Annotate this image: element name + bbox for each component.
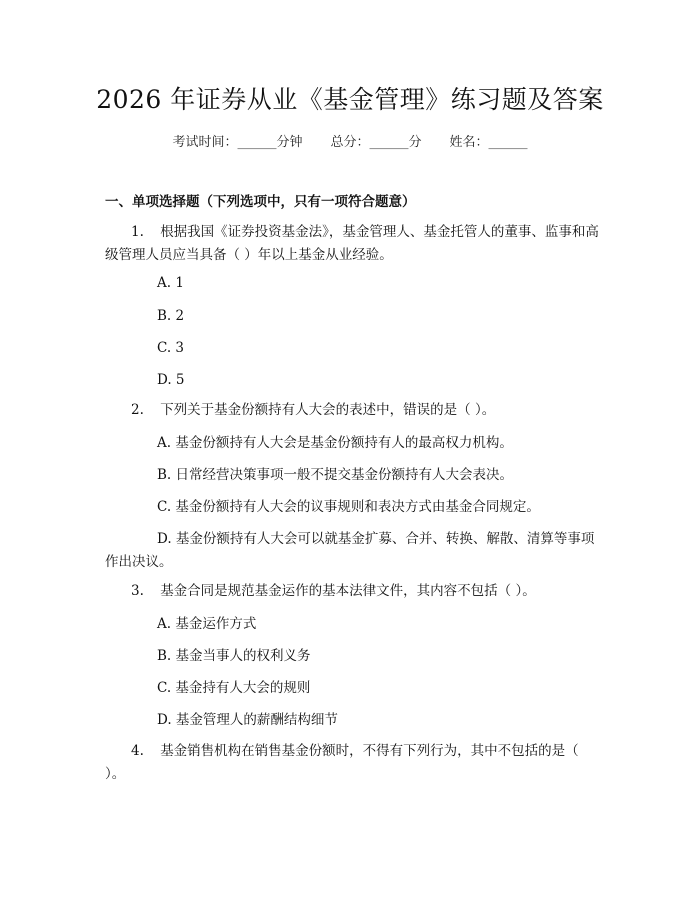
name-label: 姓名：______ xyxy=(449,135,528,150)
exam-time-label: 考试时间：______分钟 xyxy=(172,135,303,150)
question-number: 4. xyxy=(131,743,144,759)
question-2-option-b: B. 日常经营决策事项一般不提交基金份额持有人大会表决。 xyxy=(157,467,514,483)
question-1-option-d: D. 5 xyxy=(157,372,185,388)
question-1-option-c: C. 3 xyxy=(157,340,185,356)
question-text: 下列关于基金份额持有人大会的表述中，错误的是（ ）。 xyxy=(160,402,496,418)
question-number: 2. xyxy=(131,402,144,418)
exam-info-line xyxy=(0,131,700,150)
total-score-label: 总分：______分 xyxy=(330,135,422,150)
question-3-option-b: B. 基金当事人的权利义务 xyxy=(157,648,311,664)
question-number: 1. xyxy=(131,224,144,240)
question-text: 基金合同是规范基金运作的基本法律文件，其内容不包括（ ）。 xyxy=(160,583,536,599)
question-3-option-d: D. 基金管理人的薪酬结构细节 xyxy=(157,712,338,728)
question-3 xyxy=(105,580,600,603)
question-1 xyxy=(105,221,600,267)
question-3-option-c: C. 基金持有人大会的规则 xyxy=(157,680,311,696)
question-3-option-a: A. 基金运作方式 xyxy=(157,616,257,632)
question-1-option-a: A. 1 xyxy=(157,275,184,291)
question-text: 基金销售机构在销售基金份额时，不得有下列行为，其中不包括的是（ ）。 xyxy=(105,743,579,782)
section-heading: 一、单项选择题（下列选项中，只有一项符合题意） xyxy=(105,194,416,210)
question-2-option-c: C. 基金份额持有人大会的议事规则和表决方式由基金合同规定。 xyxy=(157,499,540,515)
question-2 xyxy=(105,399,600,422)
question-text: 根据我国《证券投资基金法》，基金管理人、基金托管人的董事、监事和高级管理人员应当具备（ ）年以上基金从业经验。 xyxy=(105,224,599,263)
question-1-option-b: B. 2 xyxy=(157,308,185,324)
question-2-option-a: A. 基金份额持有人大会是基金份额持有人的最高权力机构。 xyxy=(157,435,513,451)
question-2-option-d: D. 基金份额持有人大会可以就基金扩募、合并、转换、解散、清算等事项作出决议。 xyxy=(105,531,595,570)
question-number: 3. xyxy=(131,583,144,599)
document-title: 2026 年证券从业《基金管理》练习题及答案 xyxy=(96,85,604,114)
question-4 xyxy=(105,740,600,786)
